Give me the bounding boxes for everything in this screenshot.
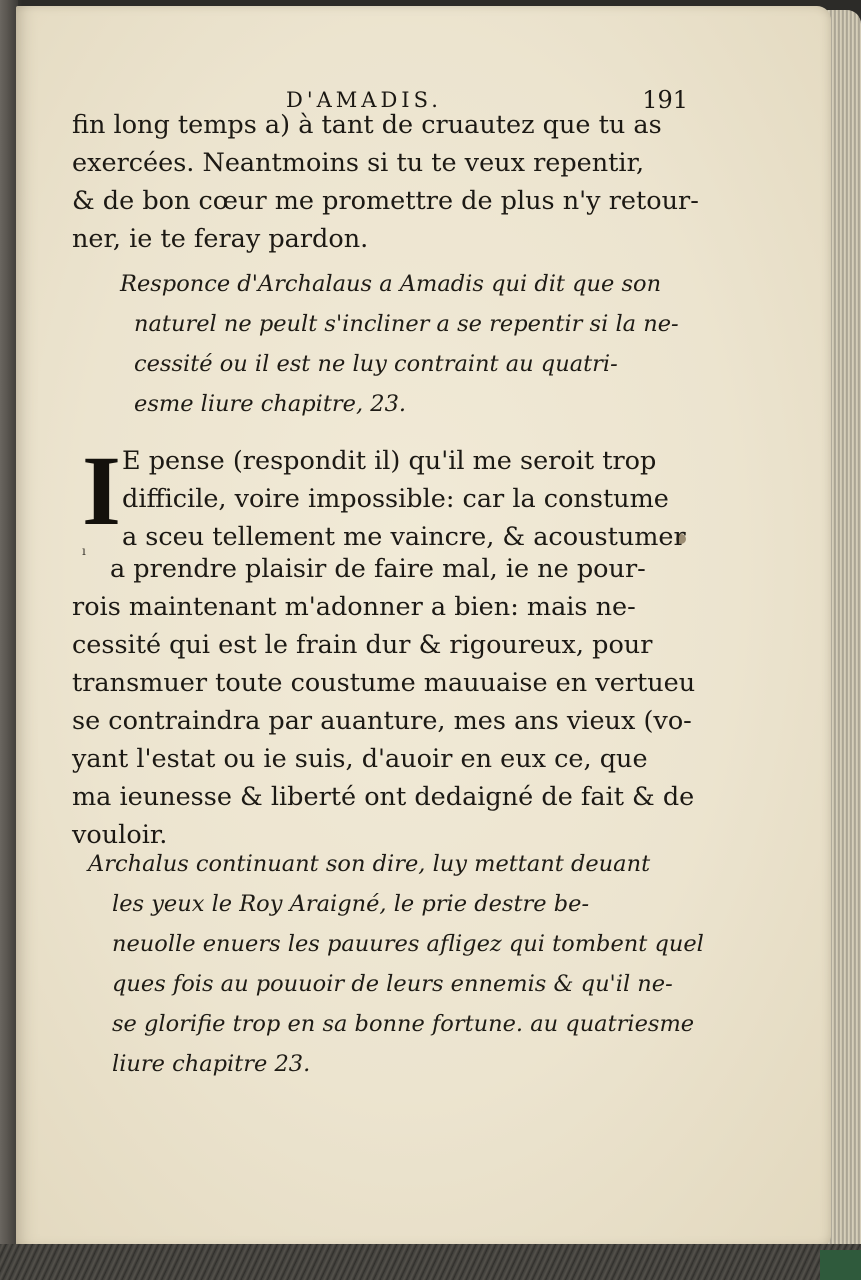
note-line: cessité ou il est ne luy contraint au quatri- xyxy=(134,351,618,377)
text-line: fin long temps a) à tant de cruautez que tu as xyxy=(72,110,662,140)
margin-note-1 xyxy=(120,264,679,424)
paragraph-2-body xyxy=(72,588,695,854)
text-line: & de bon cœur me promettre de plus n'y retour- xyxy=(72,186,699,216)
text-line: a sceu tellement me vaincre, & acoustumer xyxy=(122,522,686,552)
text-line: se contraindra par auanture, mes ans vieux (vo- xyxy=(72,706,692,736)
note-line: liure chapitre 23. xyxy=(112,1051,311,1077)
paragraph-1 xyxy=(72,106,699,258)
text-line: transmuer toute coustume mauuaise en vertueu xyxy=(72,668,696,698)
scan-bottom-background xyxy=(0,1244,861,1280)
note-line: esme liure chapitre, 23. xyxy=(134,391,407,417)
text-line: yant l'estat ou ie suis, d'auoir en eux ce, que xyxy=(72,744,648,774)
text-line: exercées. Neantmoins si tu te veux repentir, xyxy=(72,148,645,178)
note-line: se glorifie trop en sa bonne fortune. au quatriesme xyxy=(112,1011,695,1037)
page-number: 191 xyxy=(642,86,688,114)
text-line: rois maintenant m'adonner a bien: mais ne- xyxy=(72,592,636,622)
margin-note-2 xyxy=(88,844,704,1084)
note-line: Responce d'Archalaus a Amadis qui dit que son xyxy=(120,271,662,297)
text-line: vouloir. xyxy=(72,820,168,850)
paragraph-2-top xyxy=(122,442,686,556)
note-line: les yeux le Roy Araigné, le prie destre be- xyxy=(112,891,590,917)
pencil-mark: ı xyxy=(82,544,86,558)
drop-cap: I xyxy=(82,435,121,546)
text-line: ner, ie te feray pardon. xyxy=(72,224,369,254)
note-line: ques fois au pouuoir de leurs ennemis & qu'il ne- xyxy=(112,971,673,997)
running-head-title: D'AMADIS. xyxy=(286,88,442,112)
note-line: neuolle enuers les pauures afligez qui tombent quel xyxy=(112,931,704,957)
note-line: naturel ne peult s'incliner a se repentir si la ne- xyxy=(134,311,679,337)
paragraph-2-indented xyxy=(110,550,646,588)
note-line: Archalus continuant son dire, luy mettant deuant xyxy=(88,851,651,877)
text-line: ma ieunesse & liberté ont dedaigné de fait & de xyxy=(72,782,695,812)
text-line: E pense (respondit il) qu'il me seroit trop xyxy=(122,446,657,476)
text-line: cessité qui est le frain dur & rigoureux, pour xyxy=(72,630,653,660)
book-page xyxy=(16,6,831,1246)
text-line: difficile, voire impossible: car la constume xyxy=(122,484,669,514)
green-corner-mark xyxy=(820,1250,861,1280)
text-line: a prendre plaisir de faire mal, ie ne pour- xyxy=(110,554,646,584)
